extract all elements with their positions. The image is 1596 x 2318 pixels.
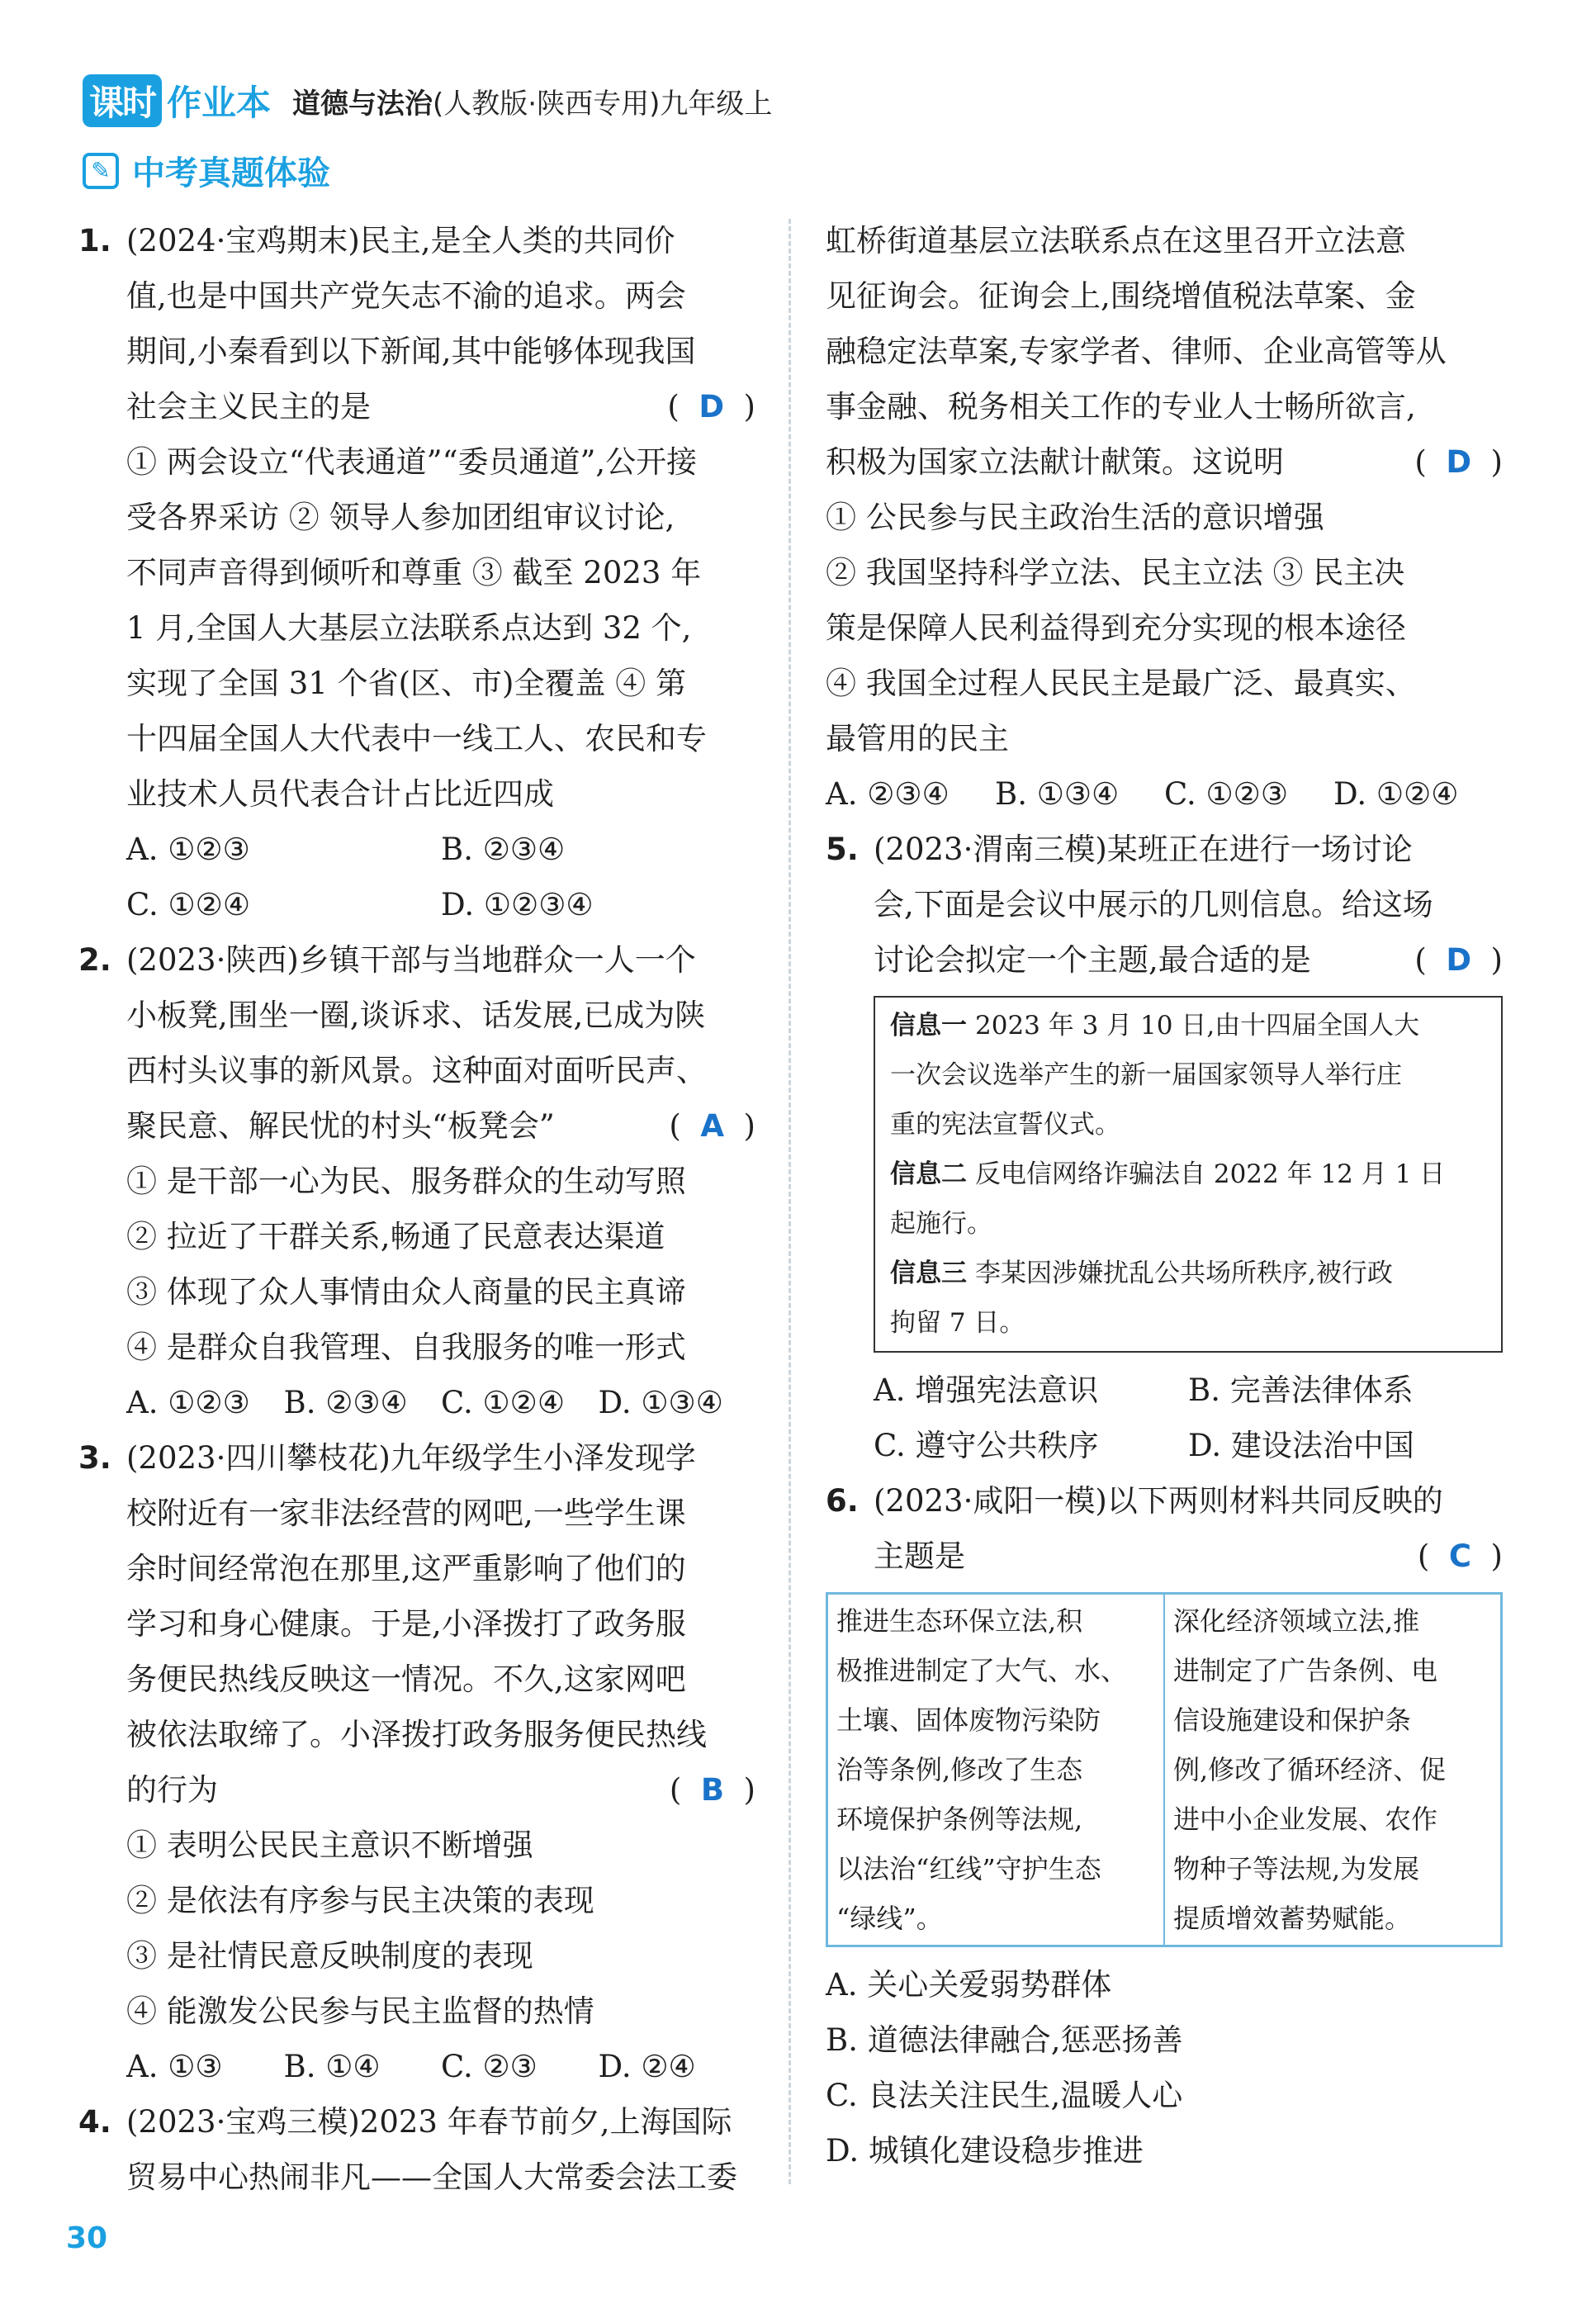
- option-a: A. 关心关爱弱势群体: [826, 1967, 1112, 2003]
- question-text-line: 被依法取缔了。小泽拨打政务服务便民热线: [126, 1717, 707, 1752]
- statement-line: ④ 我国全过程人民民主是最广泛、最真实、: [826, 666, 1416, 701]
- page-header: [83, 76, 772, 126]
- info-line: [890, 1249, 1486, 1298]
- answer-choice: D: [1446, 942, 1472, 978]
- option-a: A. ②③④: [826, 776, 950, 812]
- statement-line: ② 是依法有序参与民主决策的表现: [126, 1883, 594, 1918]
- material-line: 物种子等法规,为发展: [1173, 1853, 1420, 1884]
- answer-bracket: ( A ): [669, 1108, 755, 1144]
- answer-bracket: ( B ): [669, 1772, 755, 1808]
- question-4-continued: [826, 213, 1503, 822]
- question-text-line: 会,下面是会议中展示的几则信息。给这场: [874, 887, 1433, 922]
- option-a: A. ①③: [126, 2049, 223, 2084]
- statement-line: 实现了全国 31 个省(区、市)全覆盖 ④ 第: [126, 666, 686, 701]
- info-text: 拘留 7 日。: [890, 1308, 1025, 1338]
- question-stem-end: [874, 932, 1503, 988]
- question-text-line: 见征询会。征询会上,围绕增值税法草案、金: [826, 278, 1416, 314]
- material-line: 环境保护条例等法规,: [836, 1804, 1083, 1835]
- logo-box: 课时: [83, 74, 162, 127]
- question-2: [78, 932, 755, 1430]
- material-line: 进制定了广告条例、电: [1173, 1655, 1438, 1686]
- answer-choice: D: [1446, 444, 1472, 480]
- option-c: C. 遵守公共秩序: [874, 1428, 1099, 1463]
- material-line: 例,修改了循环经济、促: [1173, 1754, 1447, 1785]
- info-text: 一次会议选举产生的新一届国家领导人举行庄: [890, 1060, 1402, 1090]
- option-c: C. ①②③: [1164, 776, 1289, 812]
- option-d: D. ①②③④: [441, 887, 594, 922]
- info-text: 重的宪法宣誓仪式。: [890, 1110, 1120, 1140]
- question-6-options: [826, 1957, 1503, 2178]
- question-text-line: 社会主义民主的是: [126, 389, 371, 424]
- option-b: B. 完善法律体系: [1188, 1372, 1414, 1408]
- material-right: [1165, 1595, 1500, 1945]
- option-d: D. 建设法治中国: [1188, 1428, 1414, 1463]
- question-number: 5.: [826, 832, 859, 867]
- subject-detail: (人教版·陕西专用)九年级上: [433, 87, 773, 121]
- subject-title: [292, 81, 772, 121]
- info-line: [890, 1150, 1486, 1199]
- left-column: [78, 213, 755, 2205]
- question-6: [826, 1473, 1503, 1584]
- statement-line: ① 是干部一心为民、服务群众的生动写照: [126, 1164, 686, 1199]
- option-a: A. 增强宪法意识: [874, 1372, 1099, 1408]
- option-d: D. ①③④: [598, 1385, 723, 1420]
- answer-choice: A: [700, 1108, 725, 1144]
- pencil-edit-icon: ✎: [83, 153, 119, 189]
- question-text-line: 期间,小秦看到以下新闻,其中能够体现我国: [126, 334, 696, 369]
- question-4: [78, 2094, 755, 2205]
- question-text-line: 事金融、税务相关工作的专业人士畅所欲言,: [826, 389, 1416, 424]
- logo: [83, 74, 271, 127]
- question-number: 6.: [826, 1483, 859, 1519]
- option-d: D. 城镇化建设稳步推进: [826, 2133, 1144, 2169]
- option-b: B. ②③④: [441, 832, 566, 867]
- info-text: 李某因涉嫌扰乱公共场所秩序,被行政: [975, 1259, 1393, 1288]
- question-text-line: (2023·四川攀枝花)九年级学生小泽发现学: [126, 1440, 696, 1476]
- option-b: B. 道德法律融合,惩恶扬善: [826, 2022, 1183, 2058]
- info-text: 2023 年 3 月 10 日,由十四届全国人大: [975, 1011, 1420, 1040]
- options-row: [126, 877, 755, 932]
- question-text-line: (2024·宝鸡期末)民主,是全人类的共同价: [126, 223, 675, 258]
- material-line: 提质增效蓄势赋能。: [1173, 1903, 1412, 1934]
- question-text-line: 校附近有一家非法经营的网吧,一些学生课: [126, 1496, 686, 1531]
- question-text-line: 的行为: [126, 1772, 218, 1808]
- statement-line: ① 两会设立“代表通道”“委员通道”,公开接: [126, 444, 698, 480]
- right-column: [826, 213, 1503, 2178]
- option-c: C. ①②④: [441, 1385, 566, 1420]
- statement-line: 1 月,全国人大基层立法联系点达到 32 个,: [126, 610, 692, 646]
- question-text-line: 学习和身心健康。于是,小泽拨打了政务服: [126, 1606, 686, 1642]
- question-text-line: 西村头议事的新风景。这种面对面听民声、: [126, 1053, 707, 1088]
- question-text-line: 贸易中心热闹非凡——全国人大常委会法工委: [126, 2159, 737, 2195]
- info-text: 反电信网络诈骗法自 2022 年 12 月 1 日: [975, 1159, 1446, 1189]
- material-line: 以法治“红线”守护生态: [836, 1853, 1101, 1884]
- question-text-line: 值,也是中国共产党矢志不渝的追求。两会: [126, 278, 686, 314]
- options-row: [874, 1363, 1503, 1418]
- statement-line: ① 表明公民民主意识不断增强: [126, 1827, 533, 1863]
- question-text-line: 小板凳,围坐一圈,谈诉求、话发展,已成为陕: [126, 998, 706, 1033]
- question-text-line: 虹桥街道基层立法联系点在这里召开立法意: [826, 223, 1406, 258]
- question-text-line: 融稳定法草案,专家学者、律师、企业高管等从: [826, 334, 1447, 369]
- question-5: [826, 822, 1503, 1473]
- option-a: A. ①②③: [126, 1385, 250, 1420]
- info-line: [890, 1001, 1486, 1050]
- question-text-line: (2023·宝鸡三模)2023 年春节前夕,上海国际: [126, 2104, 732, 2140]
- answer-choice: B: [700, 1772, 725, 1808]
- statement-line: 受各界采访 ② 领导人参加团组审议讨论,: [126, 500, 675, 535]
- option-a: A. ①②③: [126, 832, 250, 867]
- option-c: C. ①②④: [126, 887, 251, 922]
- answer-bracket: ( D ): [667, 389, 755, 424]
- question-text-line: 讨论会拟定一个主题,最合适的是: [874, 942, 1311, 978]
- question-text-line: 余时间经常泡在那里,这严重影响了他们的: [126, 1551, 686, 1586]
- question-text-line: 积极为国家立法献计献策。这说明: [826, 444, 1284, 480]
- option-c: C. 良法关注民生,温暖人心: [826, 2078, 1183, 2113]
- options-row: [126, 1375, 755, 1430]
- question-number: 3.: [78, 1440, 111, 1476]
- question-1: [78, 213, 755, 932]
- material-left: [828, 1595, 1165, 1945]
- column-divider: [789, 219, 791, 2184]
- statement-line: 策是保障人民利益得到充分实现的根本途径: [826, 610, 1406, 646]
- question-stem-end: [874, 1529, 1503, 1584]
- option-d: D. ①②④: [1333, 776, 1459, 812]
- statement-line: ① 公民参与民主政治生活的意识增强: [826, 500, 1324, 535]
- material-line: 极推进制定了大气、水、: [836, 1655, 1128, 1686]
- options-row: [874, 1418, 1503, 1473]
- question-text-line: 主题是: [874, 1538, 965, 1574]
- material-line: 土壤、固体废物污染防: [836, 1704, 1101, 1736]
- info-label: 信息二: [890, 1159, 967, 1189]
- answer-bracket: ( C ): [1417, 1538, 1503, 1574]
- page-number: 30: [66, 2221, 108, 2255]
- subject-main: 道德与法治: [292, 87, 433, 121]
- statement-line: ② 拉近了干群关系,畅通了民意表达渠道: [126, 1219, 665, 1254]
- statement-line: 最管用的民主: [826, 721, 1009, 756]
- material-line: 治等条例,修改了生态: [836, 1754, 1083, 1785]
- answer-bracket: ( D ): [1414, 942, 1503, 978]
- section-heading: [83, 147, 330, 194]
- statement-line: ④ 是群众自我管理、自我服务的唯一形式: [126, 1330, 686, 1365]
- option-b: B. ①③④: [995, 776, 1120, 812]
- option-b: B. ②③④: [283, 1385, 408, 1420]
- question-3: [78, 1430, 755, 2094]
- options-row: [126, 822, 755, 877]
- question-stem-end: [826, 434, 1503, 490]
- info-box: [874, 996, 1503, 1353]
- question-text-line: (2023·渭南三模)某班正在进行一场讨论: [874, 832, 1413, 867]
- statement-line: ③ 是社情民意反映制度的表现: [126, 1938, 533, 1974]
- statement-line: 业技术人员代表合计占比近四成: [126, 776, 554, 812]
- answer-choice: D: [699, 389, 725, 424]
- question-text-line: (2023·陕西)乡镇干部与当地群众一人一个: [126, 942, 696, 978]
- info-label: 信息一: [890, 1011, 967, 1040]
- logo-text: 作业本: [167, 83, 272, 123]
- material-line: “绿线”。: [836, 1903, 943, 1934]
- question-number: 1.: [78, 223, 111, 258]
- statement-line: ④ 能激发公民参与民主监督的热情: [126, 1993, 594, 2029]
- statement-line: 不同声音得到倾听和尊重 ③ 截至 2023 年: [126, 555, 702, 590]
- material-line: 推进生态环保立法,积: [836, 1605, 1083, 1637]
- statement-line: ② 我国坚持科学立法、民主立法 ③ 民主决: [826, 555, 1405, 590]
- question-stem-end: [126, 1762, 755, 1818]
- option-c: C. ②③: [441, 2049, 538, 2084]
- question-number: 2.: [78, 942, 111, 978]
- statement-line: ③ 体现了众人事情由众人商量的民主真谛: [126, 1274, 686, 1310]
- question-stem-end: [126, 379, 755, 434]
- info-label: 信息三: [890, 1259, 967, 1288]
- answer-bracket: ( D ): [1414, 444, 1503, 480]
- answer-choice: C: [1448, 1538, 1472, 1574]
- option-b: B. ①④: [283, 2049, 381, 2084]
- options-row: [826, 766, 1503, 822]
- section-title: 中考真题体验: [132, 154, 330, 192]
- option-d: D. ②④: [598, 2049, 696, 2084]
- question-stem-end: [126, 1098, 755, 1154]
- material-line: 深化经济领域立法,推: [1173, 1605, 1420, 1637]
- material-box: [826, 1592, 1503, 1947]
- info-text: 起施行。: [890, 1209, 992, 1239]
- question-text-line: (2023·咸阳一模)以下两则材料共同反映的: [874, 1483, 1443, 1519]
- options-row: [126, 2039, 755, 2094]
- material-line: 进中小企业发展、农作: [1173, 1804, 1438, 1835]
- question-number: 4.: [78, 2104, 111, 2140]
- material-line: 信设施建设和保护条: [1173, 1704, 1412, 1736]
- question-text-line: 务便民热线反映这一情况。不久,这家网吧: [126, 1661, 686, 1697]
- statement-line: 十四届全国人大代表中一线工人、农民和专: [126, 721, 707, 756]
- question-text-line: 聚民意、解民忧的村头“板凳会”: [126, 1108, 555, 1144]
